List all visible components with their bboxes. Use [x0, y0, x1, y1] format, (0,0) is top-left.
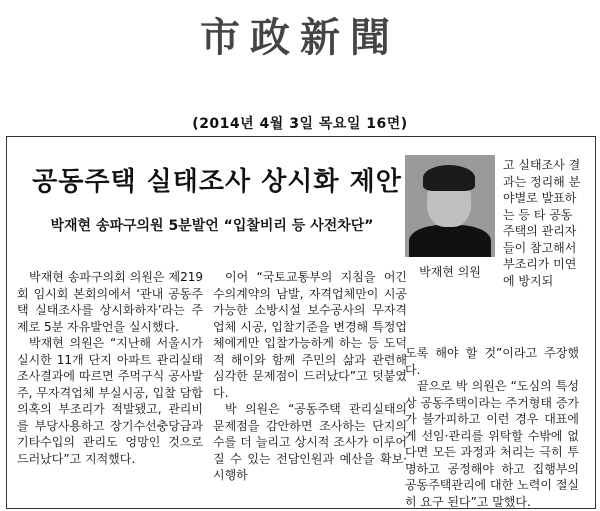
paragraph: 끝으로 박 의원은 “도심의 특성상 공동주택이라는 주거형태 증가가 불가피하고 이런 경우 대표에게 선임·관리를 위탁할 수밖에 없다면 모든 과정과 처리는 극히 투명하고 공정해야 하고 집행부의 공동주택관리에 대한 노력이 절실히 요구 된다”고 말했다. — [405, 379, 579, 509]
paragraph: 이어 “국토교통부의 지침을 어긴 수의계약의 남발, 자격업체만이 시공가능한 소방시설 보수공사의 무자격업체 시공, 입찰기준을 변경해 특정업체에게만 입찰가능하게 하는 등 도덕적 해이와 함께 주민의 삶과 관련해 심각한 문제점이 드러났다”고 덧붙였다. — [213, 270, 407, 400]
councilor-photo — [405, 155, 495, 257]
article-column-1 — [17, 269, 203, 467]
paragraph: 박재현 의원은 “지난해 서울시가 실시한 11개 단지 아파트 관리실태 조사결과에 따르면 주먹구식 공사발주, 무자격업체 부실시공, 입찰 담합 의혹의 부조리가 적발됐고, 관리비를 부당사용하고 장기수선충당금과 기타수입의 관리도 엉망인 것으로 드러났다”고 지적했다. — [17, 336, 203, 466]
subheadline: 박재현 송파구의원 5분발언 “입찰비리 등 사전차단” — [50, 218, 374, 234]
article-clipping — [6, 136, 596, 509]
paragraph: 박 의원은 “공동주택 관리실태의 문제점을 감안하면 조사하는 단지의 수를 더 늘리고 상시적 조사가 이루어질 수 있는 전담인원과 예산을 확보·시행하 — [213, 402, 407, 482]
photo-body — [409, 225, 491, 257]
paragraph: 도록 해야 할 것”이라고 주장했다. — [405, 346, 579, 377]
article-column-2 — [213, 269, 407, 484]
article-column-3 — [405, 345, 579, 510]
photo-caption: 박재현 의원 — [419, 265, 481, 279]
newspaper-masthead: 市政新聞 — [200, 14, 400, 61]
photo-hair — [423, 165, 475, 191]
dateline: (2014년 4월 3일 목요일 16면) — [192, 116, 408, 132]
paragraph: 박재현 송파구의회 의원은 제219회 임시회 본회의에서 ‘관내 공동주택 실태조사를 상시화하자’라는 주제로 5분 자유발언을 실시했다. — [17, 270, 203, 334]
headline: 공동주택 실태조사 상시화 제안 — [32, 167, 402, 197]
article-column-3-top: 고 실태조사 결과는 정리해 분야별로 발표하는 등 타 공동주택의 관리자들이 참고해서 부조리가 미연에 방지되 — [503, 158, 581, 288]
